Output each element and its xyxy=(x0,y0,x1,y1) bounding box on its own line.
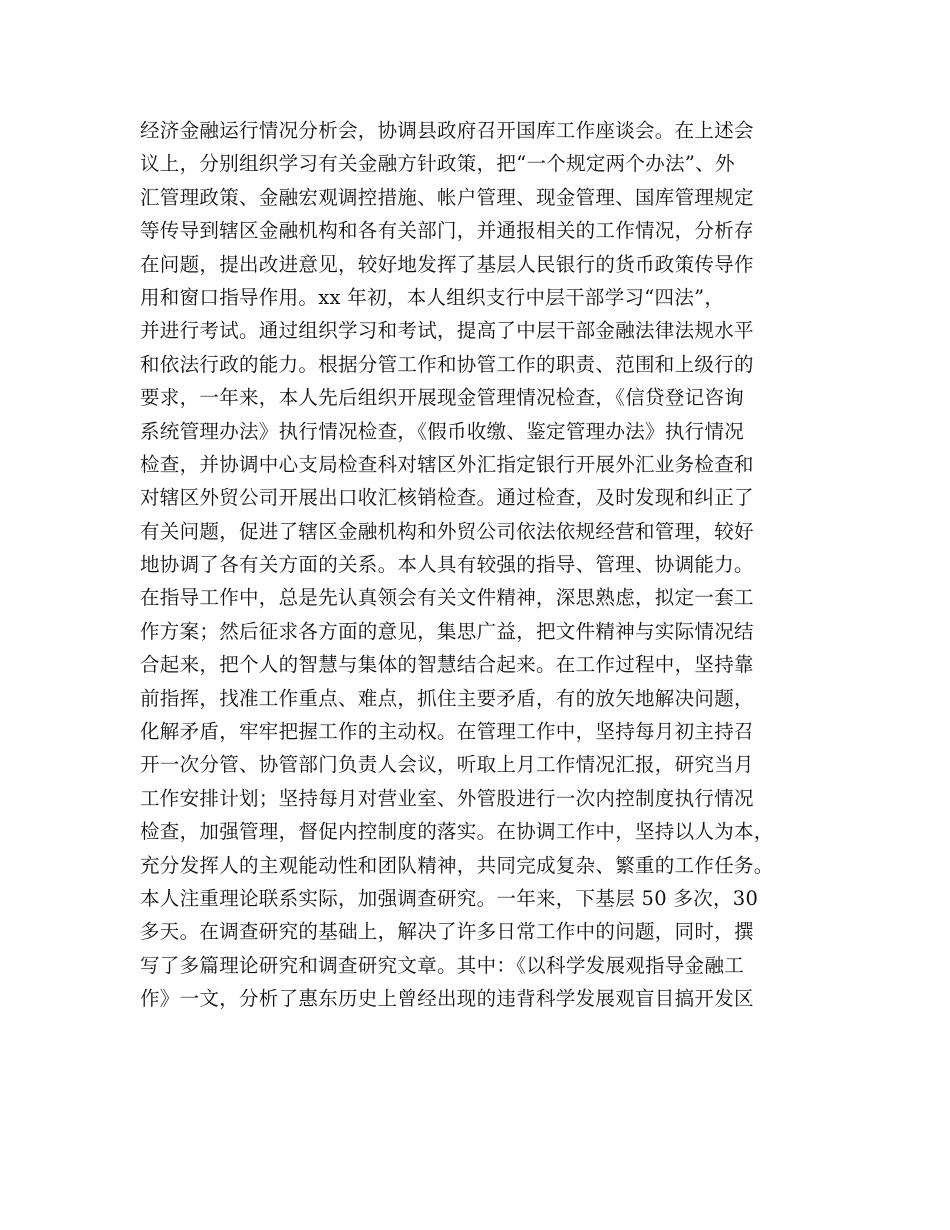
body-text xyxy=(140,114,830,1016)
text-line: 工作安排计划；坚持每月对营业室、外管股进行一次内控制度执行情况 xyxy=(140,786,754,810)
text-line: 等传导到辖区金融机构和各有关部门，并通报相关的工作情况，分析存 xyxy=(140,219,754,243)
text-line: 有关问题，促进了辖区金融机构和外贸公司依法依规经营和管理，较好 xyxy=(140,519,754,543)
text-line: 议上，分别组织学习有关金融方针政策，把“一个规定两个办法”、外 xyxy=(140,152,735,176)
text-line: 并进行考试。通过组织学习和考试，提高了中层干部金融法律法规水平 xyxy=(140,319,754,343)
text-line: 检查，并协调中心支局检查科对辖区外汇指定银行开展外汇业务检查和 xyxy=(140,452,754,476)
text-line: 用和窗口指导作用。xx 年初，本人组织支行中层干部学习“四法”， xyxy=(140,285,725,309)
text-line: 和依法行政的能力。根据分管工作和协管工作的职责、范围和上级行的 xyxy=(140,352,754,376)
text-line: 开一次分管、协管部门负责人会议，听取上月工作情况汇报，研究当月 xyxy=(140,753,754,777)
text-line: 写了多篇理论研究和调查研究文章。其中：《以科学发展观指导金融工 xyxy=(140,953,745,977)
text-line: 汇管理政策、金融宏观调控措施、帐户管理、现金管理、国库管理规定 xyxy=(140,185,754,209)
text-line: 系统管理办法》执行情况检查，《假币收缴、鉴定管理办法》执行情况 xyxy=(140,419,745,443)
text-line: 作方案；然后征求各方面的意见，集思广益，把文件精神与实际情况结 xyxy=(140,619,754,643)
text-line: 地协调了各有关方面的关系。本人具有较强的指导、管理、协调能力。 xyxy=(140,553,754,577)
text-line: 要求，一年来，本人先后组织开展现金管理情况检查，《信贷登记咨询 xyxy=(140,386,745,410)
text-line: 本人注重理论联系实际，加强调查研究。一年来，下基层 50 多次，30 xyxy=(140,886,759,910)
text-line: 检查，加强管理，督促内控制度的落实。在协调工作中，坚持以人为本， xyxy=(140,820,774,844)
text-line: 对辖区外贸公司开展出口收汇核销检查。通过检查，及时发现和纠正了 xyxy=(140,486,754,510)
text-line: 充分发挥人的主观能动性和团队精神，共同完成复杂、繁重的工作任务。 xyxy=(140,853,774,877)
text-line: 作》一文，分析了惠东历史上曾经出现的违背科学发展观盲目搞开发区 xyxy=(140,987,754,1011)
text-line: 合起来，把个人的智慧与集体的智慧结合起来。在工作过程中，坚持靠 xyxy=(140,653,754,677)
text-line: 化解矛盾，牢牢把握工作的主动权。在管理工作中，坚持每月初主持召 xyxy=(140,720,754,744)
text-line: 经济金融运行情况分析会，协调县政府召开国库工作座谈会。在上述会 xyxy=(140,119,754,142)
text-line: 在指导工作中，总是先认真领会有关文件精神，深思熟虑，拟定一套工 xyxy=(140,586,754,610)
text-line: 多天。在调查研究的基础上，解决了许多日常工作中的问题，同时，撰 xyxy=(140,920,754,944)
text-line: 前指挥，找准工作重点、难点，抓住主要矛盾，有的放矢地解决问题， xyxy=(140,686,754,710)
text-line: 在问题，提出改进意见，较好地发挥了基层人民银行的货币政策传导作 xyxy=(140,252,754,276)
